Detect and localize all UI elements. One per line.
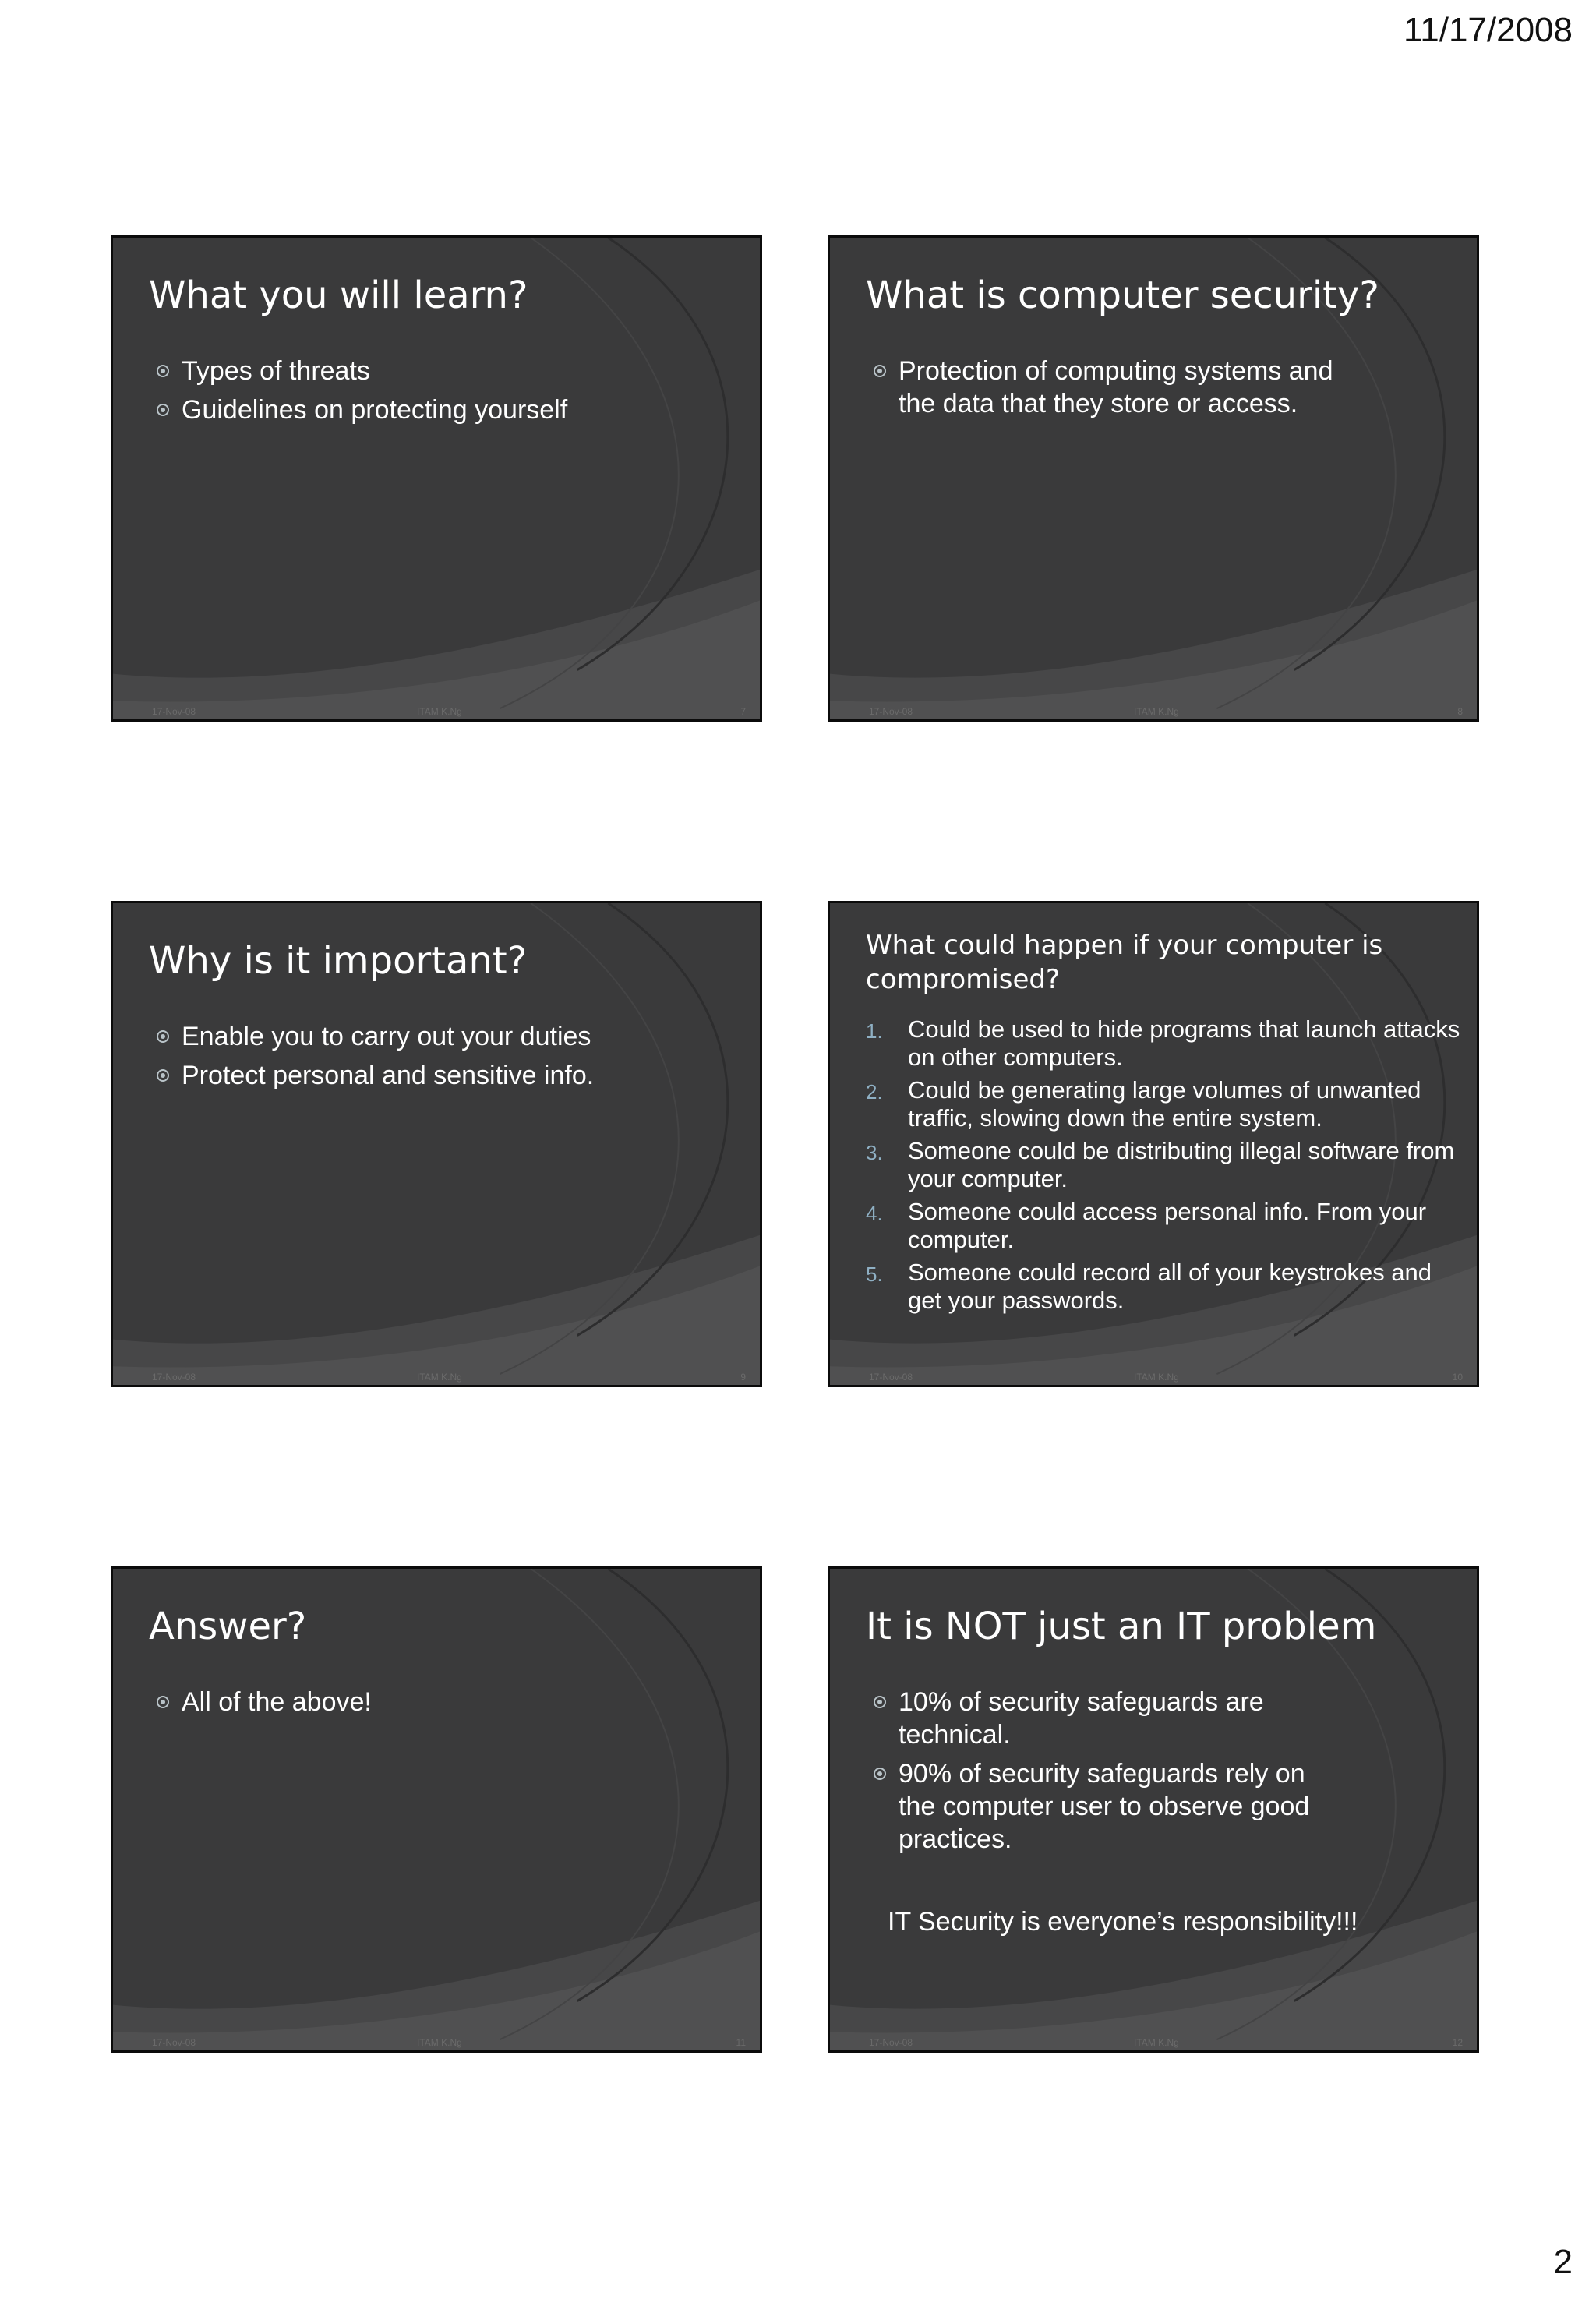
bullet-text: Protect personal and sensitive info. <box>182 1061 595 1090</box>
bullet-icon <box>157 1696 169 1708</box>
bullet-list <box>157 1686 733 1725</box>
slide-footer-date: 17-Nov-08 <box>152 1372 196 1383</box>
bullet-icon <box>157 365 169 377</box>
slide-10 <box>828 901 1479 1387</box>
bullet-text: Guidelines on protecting yourself <box>182 395 568 425</box>
list-item <box>866 1015 1466 1072</box>
slide-footer-number: 10 <box>1452 1372 1463 1383</box>
bullet-icon <box>874 365 886 377</box>
slide-footer-date: 17-Nov-08 <box>152 706 196 717</box>
list-item <box>866 1259 1466 1315</box>
slide-footer-author: ITAM K.Ng <box>1134 706 1179 717</box>
slide-footer-date: 17-Nov-08 <box>869 706 913 717</box>
slide-footer-author: ITAM K.Ng <box>417 706 462 717</box>
list-item <box>866 1137 1466 1193</box>
slide-footer-number: 8 <box>1457 706 1463 717</box>
slide-footer-author: ITAM K.Ng <box>1134 2037 1179 2048</box>
slide-title: What you will learn? <box>149 274 528 317</box>
slide-footer-author: ITAM K.Ng <box>417 1372 462 1383</box>
list-number: 3. <box>866 1141 883 1164</box>
slide-title: Answer? <box>149 1605 307 1648</box>
bullet-list <box>874 1686 1341 1862</box>
bullet-list <box>157 355 733 433</box>
bullet-item <box>157 1686 733 1718</box>
slide-12 <box>828 1566 1479 2053</box>
bullet-item <box>874 355 1372 420</box>
page-date: 11/17/2008 <box>1404 11 1573 49</box>
bullet-item <box>157 355 733 387</box>
bullet-icon <box>874 1696 886 1708</box>
slide-footer-date: 17-Nov-08 <box>152 2037 196 2048</box>
list-item-text: Someone could access personal info. From your computer. <box>908 1198 1427 1253</box>
slide-footer-date: 17-Nov-08 <box>869 2037 913 2048</box>
bullet-icon <box>157 404 169 416</box>
bullet-list <box>157 1020 733 1098</box>
slide-8 <box>828 235 1479 722</box>
slide-footer-number: 9 <box>740 1372 746 1383</box>
slide-footer-number: 7 <box>740 706 746 717</box>
list-number: 1. <box>866 1019 883 1043</box>
bullet-item <box>157 1020 733 1053</box>
bullet-icon <box>157 1069 169 1082</box>
bullet-text: All of the above! <box>182 1687 372 1717</box>
slide-footer-number: 11 <box>736 2037 746 2048</box>
slide-title: What could happen if your computer is compromised? <box>866 930 1383 995</box>
list-item-text: Could be generating large volumes of unwanted traffic, slowing down the entire system. <box>908 1076 1421 1132</box>
slide-9 <box>111 901 762 1387</box>
slide-11 <box>111 1566 762 2053</box>
list-number: 2. <box>866 1080 883 1104</box>
slide-title: Why is it important? <box>149 939 528 983</box>
bullet-item <box>874 1757 1341 1856</box>
bullet-icon <box>874 1768 886 1780</box>
page-number: 2 <box>1553 2243 1573 2281</box>
bullet-text: Types of threats <box>182 356 370 386</box>
slide-title: What is computer security? <box>866 274 1379 317</box>
slide-footer-author: ITAM K.Ng <box>1134 1372 1179 1383</box>
slide-footer-author: ITAM K.Ng <box>417 2037 462 2048</box>
slide-footer-date: 17-Nov-08 <box>869 1372 913 1383</box>
list-item-text: Someone could be distributing illegal software from your computer. <box>908 1137 1455 1192</box>
bullet-item <box>157 1059 733 1092</box>
list-item <box>866 1198 1466 1254</box>
bullet-text: 90% of security safeguards rely on the computer user to observe good practices. <box>899 1759 1310 1854</box>
list-number: 4. <box>866 1202 883 1225</box>
slide-7 <box>111 235 762 722</box>
bullet-text: 10% of security safeguards are technical. <box>899 1687 1264 1750</box>
slide-footer-number: 12 <box>1452 2037 1463 2048</box>
bullet-item <box>157 394 733 426</box>
list-item-text: Could be used to hide programs that launch attacks on other computers. <box>908 1015 1460 1071</box>
bullet-item <box>874 1686 1341 1751</box>
slide-title: It is NOT just an IT problem <box>866 1605 1377 1648</box>
list-item-text: Someone could record all of your keystrokes and get your passwords. <box>908 1259 1432 1314</box>
numbered-list <box>866 1015 1466 1319</box>
bullet-icon <box>157 1030 169 1043</box>
bullet-list <box>874 355 1372 426</box>
list-number: 5. <box>866 1263 883 1286</box>
bullet-text: Protection of computing systems and the data that they store or access. <box>899 356 1333 418</box>
list-item <box>866 1076 1466 1132</box>
slide-tagline: IT Security is everyone’s responsibility!!! <box>888 1907 1358 1937</box>
bullet-text: Enable you to carry out your duties <box>182 1022 591 1051</box>
